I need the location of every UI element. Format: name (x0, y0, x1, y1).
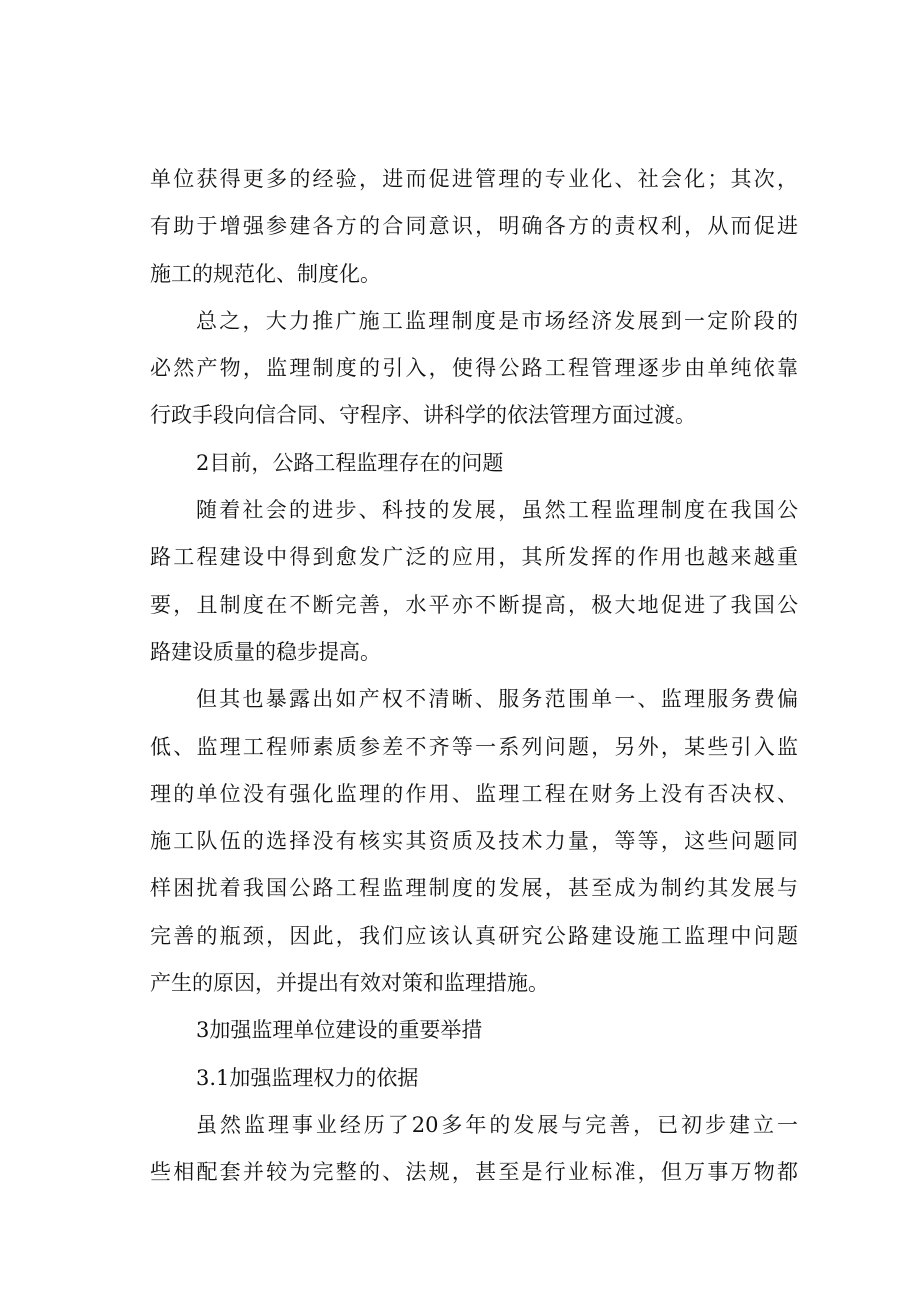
text-line: 理的单位没有强化监理的作用、监理工程在财务上没有否决权、 (150, 781, 798, 806)
text-line: 产生的原因，并提出有效对策和监理措施。 (150, 971, 549, 996)
text-line: 完善的瓶颈，因此，我们应该认真研究公路建设施工监理中问题 (150, 923, 798, 948)
text-line: 要，且制度在不断完善，水平亦不断提高，极大地促进了我国公 (150, 592, 798, 617)
document-body (150, 156, 798, 1197)
section-heading: 2目前，公路工程监理存在的问题 (196, 450, 504, 475)
paragraph-first-line: 总之，大力推广施工监理制度是市场经济发展到一定阶段的 (196, 308, 798, 333)
paragraph-first-line: 随着社会的进步、科技的发展，虽然工程监理制度在我国公 (196, 498, 798, 523)
text-line: 样困扰着我国公路工程监理制度的发展，甚至成为制约其发展与 (150, 876, 798, 901)
paragraph-first-line: 但其也暴露出如产权不清晰、服务范围单一、监理服务费偏 (196, 687, 798, 712)
text-line: 路工程建设中得到愈发广泛的应用，其所发挥的作用也越来越重 (150, 545, 798, 570)
text-line: 必然产物，监理制度的引入，使得公路工程管理逐步由单纯依靠 (150, 356, 798, 381)
text-line: 施工队伍的选择没有核实其资质及技术力量，等等，这些问题同 (150, 829, 798, 854)
text-line: 路建设质量的稳步提高。 (150, 639, 381, 664)
text-line: 低、监理工程师素质参差不齐等一系列问题，另外，某些引入监 (150, 734, 798, 759)
text-line: 单位获得更多的经验，进而促进管理的专业化、社会化；其次， (150, 167, 798, 191)
text-line: 些相配套并较为完整的、法规，甚至是行业标准，但万事万物都 (150, 1160, 798, 1185)
text-line: 有助于增强参建各方的合同意识，明确各方的责权利，从而促进 (150, 214, 798, 239)
text-line: 行政手段向信合同、守程序、讲科学的依法管理方面过渡。 (150, 403, 696, 428)
section-heading: 3加强监理单位建设的重要举措 (196, 1018, 483, 1043)
text-line: 施工的规范化、制度化。 (150, 261, 381, 286)
subsection-heading: 3.1加强监理权力的依据 (196, 1065, 419, 1090)
paragraph-first-line: 虽然监理事业经历了20多年的发展与完善，已初步建立一 (196, 1112, 798, 1137)
